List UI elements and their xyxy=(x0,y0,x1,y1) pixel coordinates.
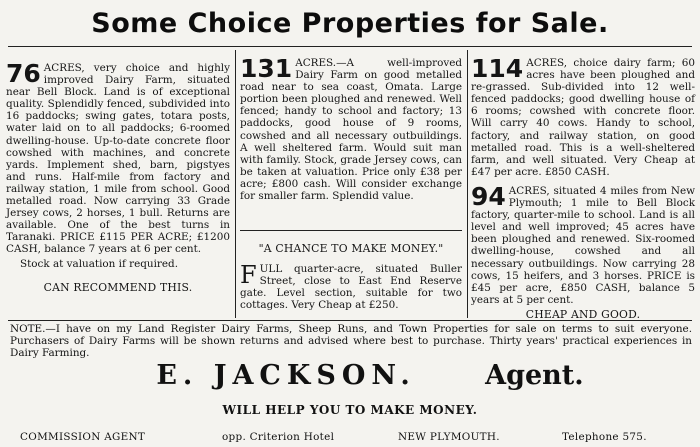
listing-text: ULL quarter-acre, situated Buller Street, close to East End Reserve gate. Level section, suitable for two cottages. Very Cheap at £250. xyxy=(240,263,462,312)
listing-note: Stock at valuation if required. xyxy=(20,257,178,270)
listing-number: 94 xyxy=(471,182,506,211)
footer-telephone: Telephone 575. xyxy=(562,431,647,443)
slogan: "A CHANCE TO MAKE MONEY." xyxy=(258,242,444,255)
listing-76-acres xyxy=(6,59,230,294)
listing-footer: CHEAP AND GOOD. xyxy=(525,307,641,321)
listing-quarter-acre xyxy=(240,243,462,311)
footer-commission-agent: COMMISSION AGENT xyxy=(20,431,146,443)
agent-banner xyxy=(70,360,670,391)
top-rule xyxy=(8,46,692,47)
agent-title: Agent. xyxy=(485,360,584,391)
column-divider-right xyxy=(467,50,468,318)
headline: Some Choice Properties for Sale. xyxy=(91,8,609,39)
listing-text: ACRES, very choice and highly improved Dairy Farm, situated near Bell Block. Land is of exceptional quality. Splendidly fenced, subdivided into 16 paddocks; swing gates, totara posts, water laid on to all paddocks; 6-roomed dwelling-house. Up-to-date concrete floor cowshed with machines, and concrete yards. Implement shed, barn, pigstyes and runs. Half-mile from factory and railway station, 1 mile from school. Good metalled road. Now carrying 33 Grade Jersey cows, 2 horses, 1 bull. Returns are available. One of the best turns in Taranaki. PRICE £115 PER ACRE; £1200 CASH, balance 7 years at 6 per cent. xyxy=(6,62,230,256)
listing-114-acres xyxy=(471,54,695,178)
listing-number: 131 xyxy=(240,54,293,83)
listing-94-acres xyxy=(471,182,695,321)
dropcap: F xyxy=(240,261,257,290)
center-column-rule xyxy=(240,230,462,231)
listing-text: ACRES, situated 4 miles from New Plymouth; 1 mile to Bell Block factory, quarter-mile to school. Land is all level and well improved; 45 acres have been ploughed and renewed. Six-roomed dwelling-house, cowshed and all necessary outbuildings. Now carrying 28 cows, 15 heifers, and 3 horses. PRICE is £45 per acre, £850 CASH, balance 5 years at 5 per cent. xyxy=(471,185,695,306)
column-divider-left xyxy=(235,50,236,318)
listing-131-acres xyxy=(240,54,462,203)
listing-text: ACRES.—A well-improved Dairy Farm on good metalled road near to sea coast, Omata. Large portion been ploughed and renewed. Well fenced; handy to school and factory; 13 paddocks, good house of 9 rooms, cowshed and all necessary outbuildings. A well sheltered farm. Would suit man with family. Stock, grade Jersey cows, can be taken at valuation. Price only £38 per acre; £800 cash. Will consider exchange for smaller farm. Splendid value. xyxy=(240,57,462,203)
listing-number: 114 xyxy=(471,54,524,83)
footer-town: NEW PLYMOUTH. xyxy=(398,431,500,443)
listing-text: ACRES, choice dairy farm; 60 acres have been ploughed and re-grassed. Sub-divided into 12 well-fenced paddocks; good dwelling house of 6 rooms; cowshed with concrete floor. Will carry 40 cows. Handy to school, factory, and railway station, on good metalled road. This is a well-sheltered farm, and well situated. Very Cheap at £47 per acre. £850 CASH. xyxy=(471,57,695,178)
tagline: WILL HELP YOU TO MAKE MONEY. xyxy=(222,403,478,417)
agent-name: E. JACKSON. xyxy=(156,360,416,391)
land-register-note: NOTE.—I have on my Land Register Dairy Farms, Sheep Runs, and Town Properties for sale on terms to suit everyone. Purchasers of Dairy Farms will be shown returns and advised where best to purchase. Thirty years' practical experiences in Dairy Farming. xyxy=(10,323,692,360)
listing-number: 76 xyxy=(6,59,41,88)
listing-footer: CAN RECOMMEND THIS. xyxy=(43,280,193,294)
footer-address: opp. Criterion Hotel xyxy=(222,431,335,443)
